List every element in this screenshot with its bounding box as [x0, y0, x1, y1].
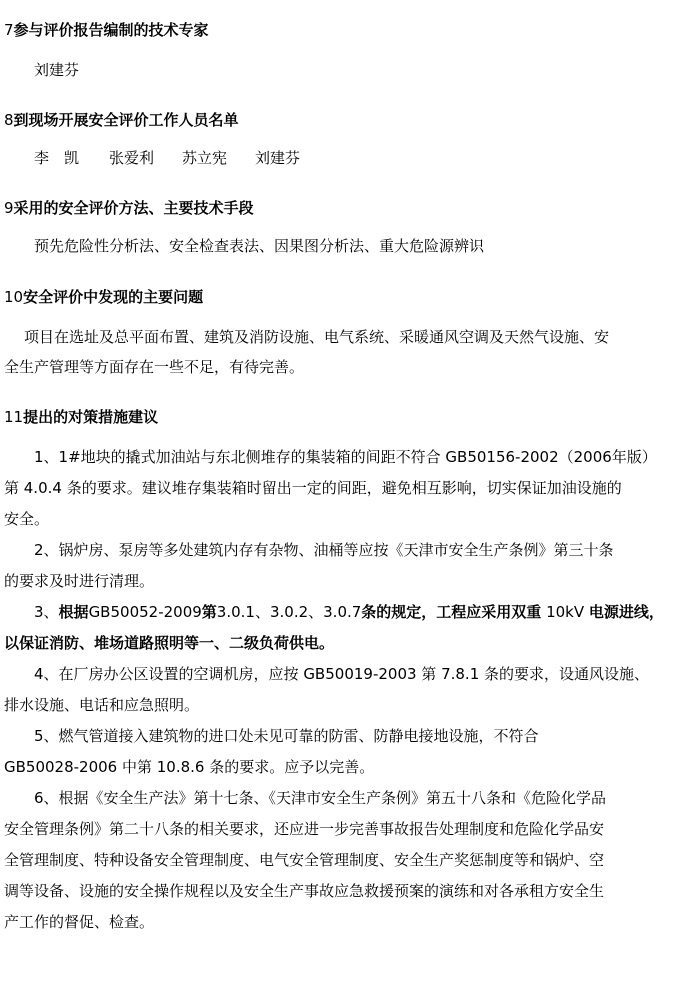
section-11-heading: [4, 407, 158, 427]
clause-numbers: 3.0.1、3.0.2、3.0.7: [216, 603, 362, 621]
paragraph-line: 全生产管理等方面存在一些不足，有待完善。: [4, 358, 305, 376]
section-number: 7: [4, 21, 14, 39]
recommendation-line: 5、燃气管道接入建筑物的进口处未见可靠的防雷、防静电接地设施，不符合: [34, 727, 539, 745]
bold-text: 条的规定，工程应采用双重: [361, 603, 542, 621]
standard-code: GB50052-2009: [88, 603, 202, 621]
section-7-heading: [4, 20, 209, 40]
section-title: 采用的安全评价方法、主要技术手段: [13, 199, 254, 217]
staff-name: 苏立宪: [182, 149, 228, 167]
recommendation-line: 排水设施、电话和应急照明。: [4, 696, 200, 714]
item-number: 3、: [34, 603, 59, 621]
recommendation-line: [34, 602, 664, 622]
section-10-heading: [4, 287, 203, 307]
recommendation-line: 4、在厂房办公区设置的空调机房，应按 GB50019-2003 第 7.8.1 条的要求，设通风设施、: [34, 665, 650, 683]
recommendation-line: 产工作的督促、检查。: [4, 913, 155, 931]
section-title: 提出的对策措施建议: [23, 408, 159, 426]
recommendation-line: 调等设备、设施的安全操作规程以及安全生产事故应急救援预案的演练和对各承租方安全生: [4, 882, 605, 900]
staff-name: 张爱利: [109, 149, 155, 167]
recommendation-line: 2、锅炉房、泵房等多处建筑内存有杂物、油桶等应按《天津市安全生产条例》第三十条: [34, 541, 614, 559]
recommendation-line: 6、根据《安全生产法》第十七条、《天津市安全生产条例》第五十八条和《危险化学品: [34, 789, 607, 807]
section-number: 9: [4, 199, 14, 217]
staff-name: 李 凯: [34, 149, 80, 167]
recommendation-line: 第 4.0.4 条的要求。建议堆存集装箱时留出一定的间距，避免相互影响，切实保证加油设施的: [4, 479, 622, 497]
recommendation-line: 全管理制度、特种设备安全管理制度、电气安全管理制度、安全生产奖惩制度等和锅炉、空: [4, 851, 605, 869]
staff-name-list: [34, 148, 300, 168]
recommendation-line: 以保证消防、堆场道路照明等一、二级负荷供电。: [4, 634, 335, 652]
recommendation-line: 安全。: [4, 510, 50, 528]
section-8-heading: [4, 110, 239, 130]
staff-name: 刘建芬: [255, 149, 301, 167]
section-7-content: 刘建芬: [34, 61, 80, 79]
section-9-content: 预先危险性分析法、安全检查表法、因果图分析法、重大危险源辨识: [34, 237, 485, 255]
section-9-heading: [4, 198, 254, 218]
section-number: 10: [4, 288, 24, 306]
section-title: 安全评价中发现的主要问题: [23, 288, 204, 306]
bold-text: 电源进线，: [588, 603, 664, 621]
section-title: 参与评价报告编制的技术专家: [13, 21, 209, 39]
recommendation-line: 1、1#地块的撬式加油站与东北侧堆存的集装箱的间距不符合 GB50156-2002（2006年版）: [34, 448, 657, 466]
section-number: 8: [4, 111, 14, 129]
bold-text: 第: [201, 603, 217, 621]
paragraph-line: 项目在选址及总平面布置、建筑及消防设施、电气系统、采暖通风空调及天然气设施、安: [24, 328, 610, 346]
recommendation-line: GB50028-2006 中第 10.8.6 条的要求。应予以完善。: [4, 758, 375, 776]
recommendation-line: 的要求及时进行清理。: [4, 572, 155, 590]
section-number: 11: [4, 408, 24, 426]
bold-text: 根据: [58, 603, 89, 621]
voltage-value: 10kV: [541, 603, 589, 621]
section-title: 到现场开展安全评价工作人员名单: [13, 111, 239, 129]
recommendation-line: 安全管理条例》第二十八条的相关要求，还应进一步完善事故报告处理制度和危险化学品安: [4, 820, 605, 838]
